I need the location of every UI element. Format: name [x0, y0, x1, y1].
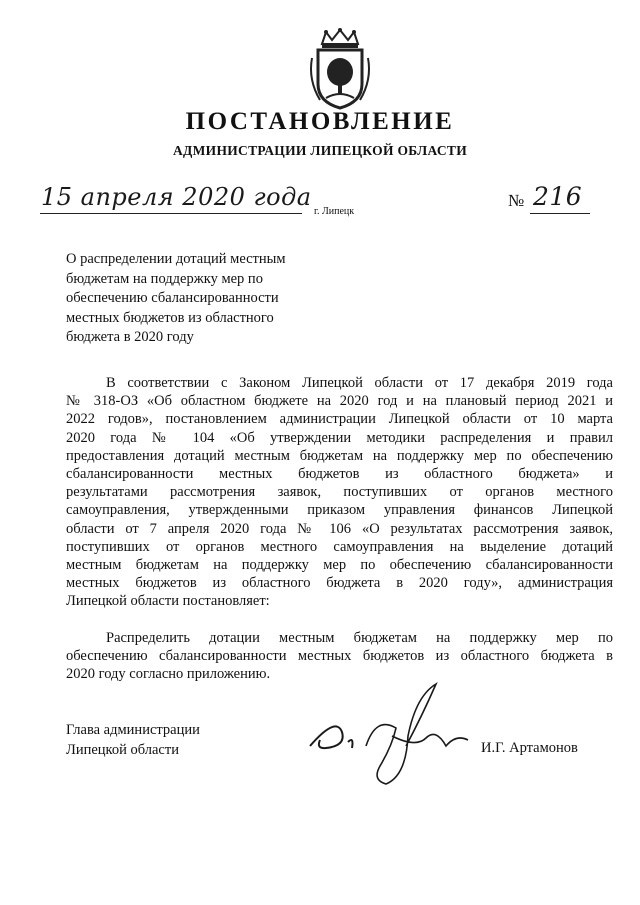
paragraph-1: [66, 374, 613, 611]
position-line: Глава администрации: [66, 722, 200, 738]
document-title: ПОСТАНОВЛЕНИЕ: [185, 108, 455, 135]
body-line: предоставления дотаций местным бюджетам на поддержку мер по обеспечению: [66, 447, 613, 464]
body-line: 2022 годов», постановлением администрации Липецкой области от 10 марта: [66, 411, 613, 428]
coat-of-arms-icon: [304, 28, 376, 112]
body-line: Распределить дотации местным бюджетам на поддержку мер по: [106, 629, 613, 646]
body-line: местных бюджетов из областного бюджета в 2020 году», администрация: [66, 575, 613, 592]
body-line: области от 7 апреля 2020 года № 106 «О результатах рассмотрения заявок,: [66, 520, 613, 537]
body-line: 2020 году согласно приложению.: [66, 666, 271, 683]
city-label: г. Липецк: [314, 206, 355, 217]
number-underline: [530, 213, 590, 214]
body-line: В соответствии с Законом Липецкой области от 17 декабря 2019 года: [106, 375, 613, 391]
date-underline: [40, 213, 302, 214]
subject-block: [66, 250, 326, 348]
signatory-name: И.Г. Артамонов: [481, 740, 578, 756]
body-line: обеспечению сбалансированности местных бюджетов из областного бюджета в: [66, 647, 613, 664]
document-subtitle: АДМИНИСТРАЦИИ ЛИПЕЦКОЙ ОБЛАСТИ: [172, 143, 468, 158]
number-sign: №: [508, 191, 525, 210]
body-line: № 318-ОЗ «Об областном бюджете на 2020 год и на плановый период 2021 и: [66, 393, 613, 410]
body-line: местным бюджетам на поддержку мер по обеспечению сбалансированности: [66, 557, 613, 574]
body-line: результатами рассмотрения заявок, поступивших от органов местного: [66, 484, 613, 501]
handwritten-date: 15 апреля 2020 года: [41, 183, 312, 211]
document-body: [66, 374, 613, 683]
body-line: поступивших от органов местного самоуправления на выделение дотаций: [66, 538, 613, 555]
body-line: самоуправления, утвержденными приказом управления финансов Липецкой: [66, 502, 613, 519]
signatory-position: [66, 720, 200, 760]
subject-line: местных бюджетов из областного: [66, 309, 274, 326]
handwritten-signature: [296, 676, 476, 792]
subject-line: обеспечению сбалансированности: [66, 290, 279, 307]
body-line: Липецкой области постановляет:: [66, 593, 270, 610]
subject-line: О распределении дотаций местным: [66, 251, 286, 267]
position-line: Липецкой области: [66, 742, 179, 758]
body-line: 2020 года № 104 «Об утверждении методики распределения и правил: [66, 429, 613, 446]
body-line: сбалансированности местных бюджетов из областного бюджета» и: [66, 466, 613, 483]
handwritten-number: 216: [533, 182, 583, 211]
subject-line: бюджета в 2020 году: [66, 329, 194, 346]
subject-line: бюджетам на поддержку мер по: [66, 270, 263, 287]
